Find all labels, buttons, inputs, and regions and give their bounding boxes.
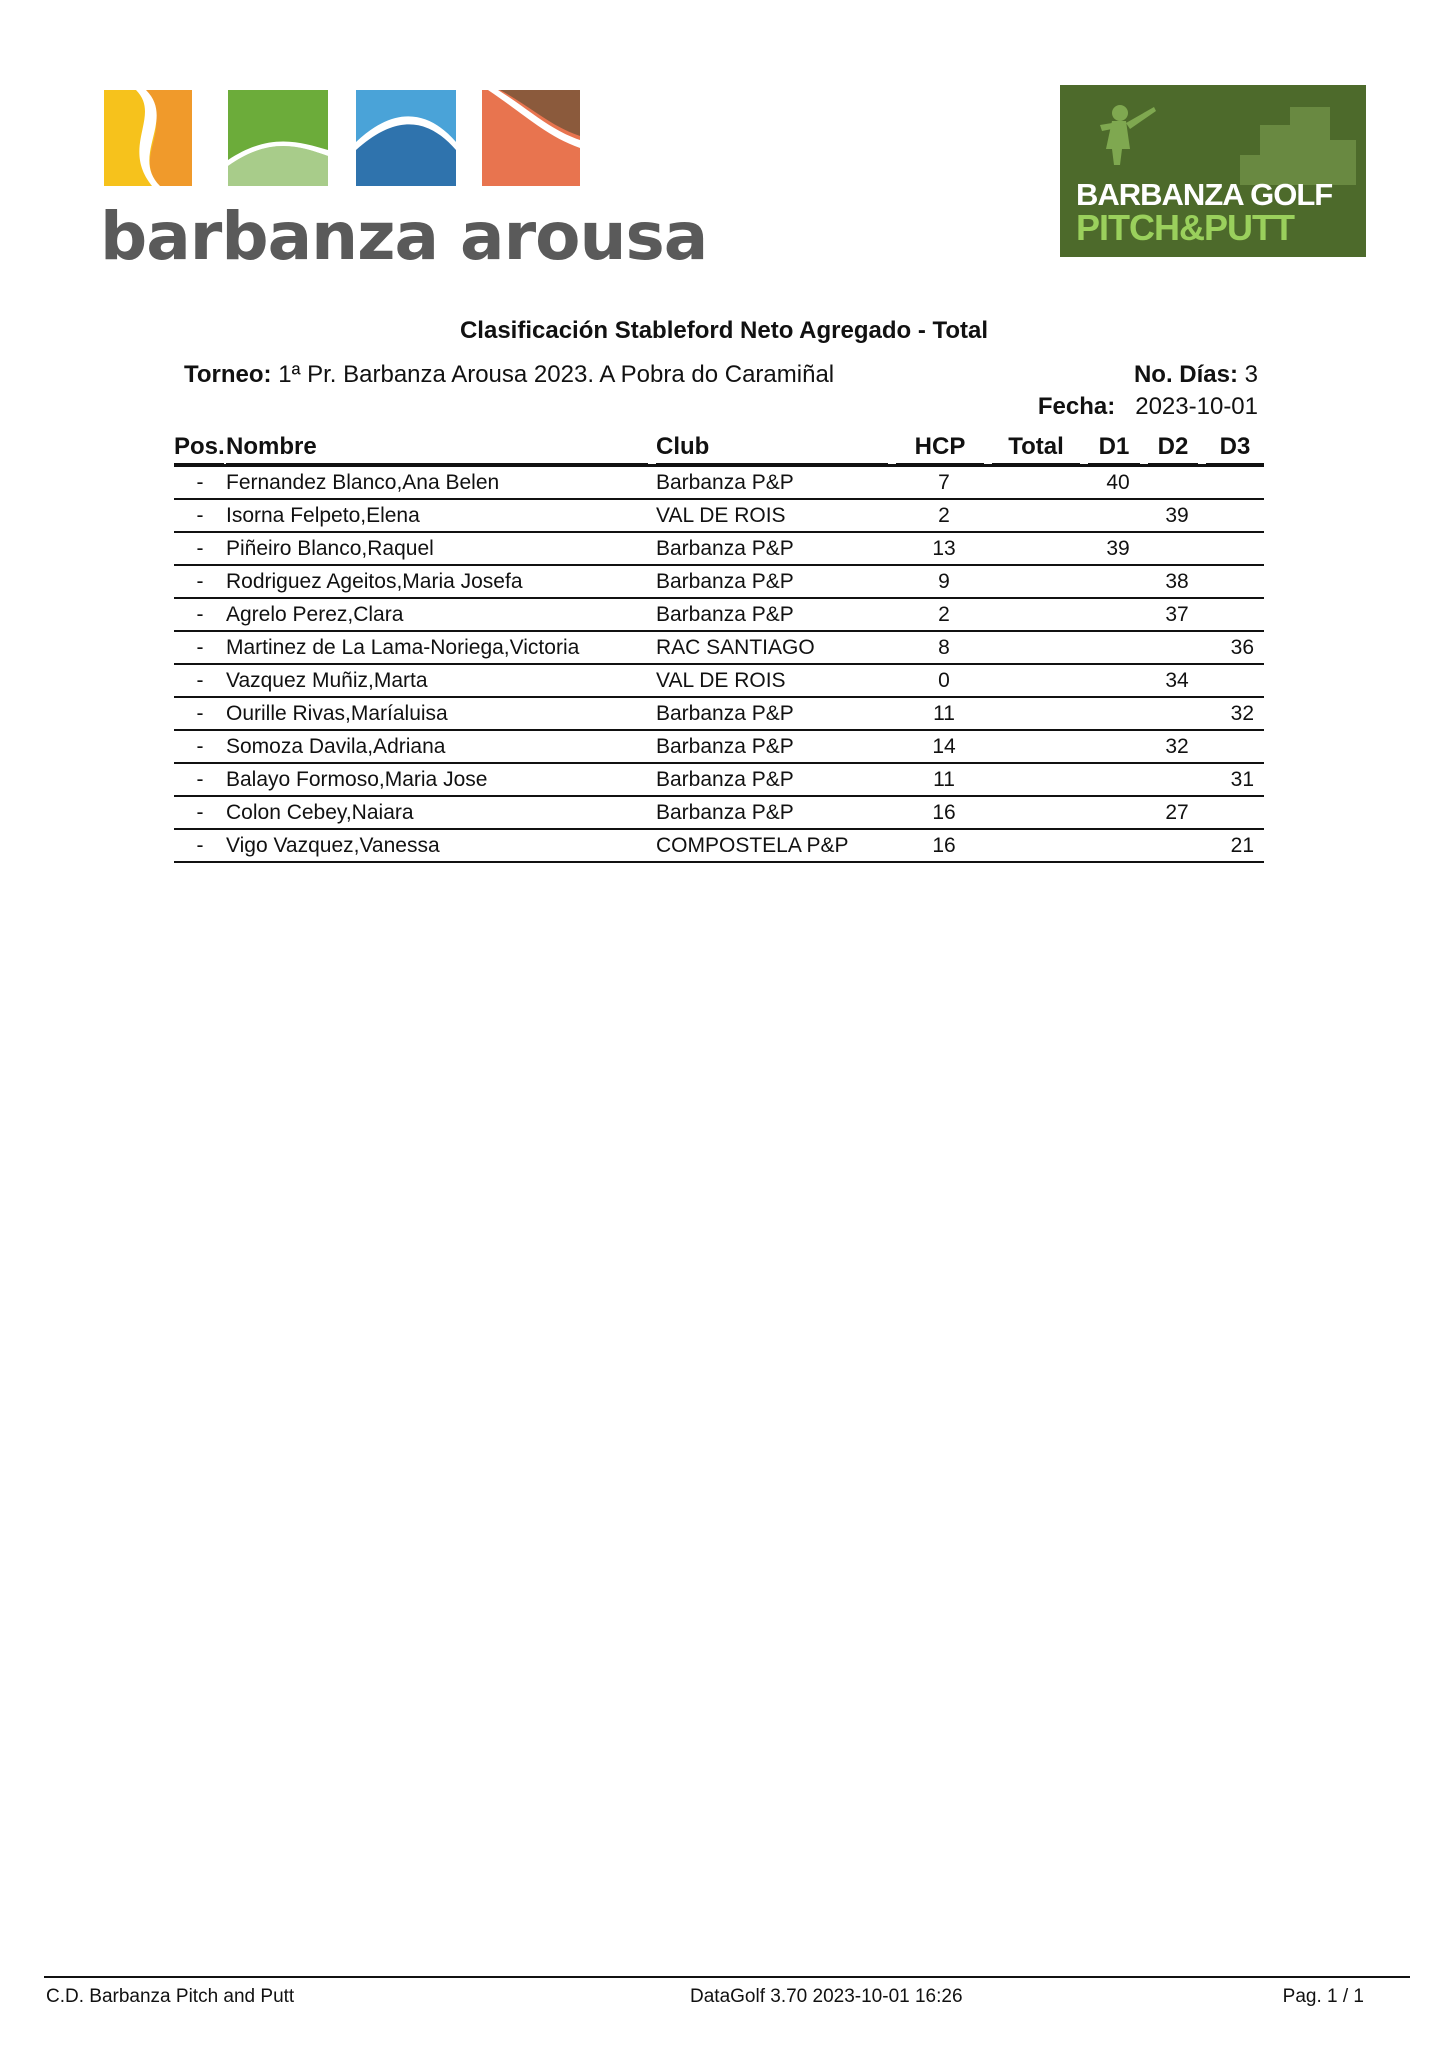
row-d2: 32 — [1148, 730, 1206, 763]
tournament-label: Torneo: — [184, 361, 272, 388]
row-nombre: Vazquez Muñiz,Marta — [226, 664, 656, 697]
row-d2 — [1148, 763, 1206, 796]
days-value: 3 — [1244, 361, 1258, 388]
row-d1 — [1088, 763, 1148, 796]
row-pos: - — [174, 598, 226, 631]
footer-club: C.D. Barbanza Pitch and Putt — [46, 1986, 295, 2007]
table-row — [174, 697, 1264, 730]
row-club: VAL DE ROIS — [656, 499, 896, 532]
row-total — [992, 631, 1088, 664]
row-nombre: Vigo Vazquez,Vanessa — [226, 829, 656, 862]
row-pos: - — [174, 697, 226, 730]
logo-text: barbanza arousa — [100, 198, 708, 275]
row-d2: 37 — [1148, 598, 1206, 631]
row-total — [992, 796, 1088, 829]
header-total: Total — [992, 432, 1088, 466]
row-total — [992, 565, 1088, 598]
row-club: Barbanza P&P — [656, 697, 896, 730]
days-label: No. Días: — [1133, 361, 1238, 388]
footer-divider — [44, 1976, 1410, 1978]
header-d2: D2 — [1148, 432, 1206, 466]
row-total — [992, 532, 1088, 565]
row-club: Barbanza P&P — [656, 598, 896, 631]
results-table — [174, 432, 1264, 863]
row-total — [992, 466, 1088, 500]
row-nombre: Agrelo Perez,Clara — [226, 598, 656, 631]
row-d3 — [1206, 796, 1264, 829]
header-club: Club — [656, 432, 896, 466]
row-pos: - — [174, 499, 226, 532]
row-hcp: 16 — [896, 829, 992, 862]
table-row — [174, 763, 1264, 796]
barbanza-golf-logo — [1060, 85, 1366, 257]
row-nombre: Somoza Davila,Adriana — [226, 730, 656, 763]
row-d1 — [1088, 697, 1148, 730]
row-pos: - — [174, 466, 226, 500]
row-d1 — [1088, 565, 1148, 598]
row-club: Barbanza P&P — [656, 730, 896, 763]
row-d2: 39 — [1148, 499, 1206, 532]
barbanza-arousa-logo-mark — [100, 86, 580, 191]
date-info — [1038, 393, 1258, 421]
row-pos: - — [174, 532, 226, 565]
table-row — [174, 499, 1264, 532]
row-d2: 38 — [1148, 565, 1206, 598]
row-total — [992, 499, 1088, 532]
row-d1 — [1088, 730, 1148, 763]
row-club: VAL DE ROIS — [656, 664, 896, 697]
header-nombre: Nombre — [226, 432, 656, 466]
row-club: Barbanza P&P — [656, 796, 896, 829]
row-pos: - — [174, 664, 226, 697]
row-hcp: 13 — [896, 532, 992, 565]
table-row — [174, 730, 1264, 763]
row-d2: 34 — [1148, 664, 1206, 697]
table-row — [174, 532, 1264, 565]
row-d1 — [1088, 796, 1148, 829]
golf-logo-line1: BARBANZA GOLF — [1076, 177, 1333, 212]
header-hcp: HCP — [896, 432, 992, 466]
row-nombre: Piñeiro Blanco,Raquel — [226, 532, 656, 565]
row-pos: - — [174, 631, 226, 664]
row-d3 — [1206, 466, 1264, 500]
tournament-value: 1ª Pr. Barbanza Arousa 2023. A Pobra do Caramiñal — [278, 361, 835, 388]
page-title: Clasificación Stableford Neto Agregado - Total — [459, 317, 989, 344]
row-club: RAC SANTIAGO — [656, 631, 896, 664]
row-pos: - — [174, 763, 226, 796]
table-row — [174, 664, 1264, 697]
row-d1 — [1088, 829, 1148, 862]
row-d3 — [1206, 664, 1264, 697]
row-nombre: Ourille Rivas,Maríaluisa — [226, 697, 656, 730]
table-header-row — [174, 432, 1264, 466]
row-hcp: 9 — [896, 565, 992, 598]
table-row — [174, 829, 1264, 862]
row-d2 — [1148, 697, 1206, 730]
row-hcp: 2 — [896, 598, 992, 631]
row-total — [992, 664, 1088, 697]
row-d3: 31 — [1206, 763, 1264, 796]
header-d3: D3 — [1206, 432, 1264, 466]
row-d3 — [1206, 499, 1264, 532]
row-club: Barbanza P&P — [656, 565, 896, 598]
row-hcp: 0 — [896, 664, 992, 697]
row-d3 — [1206, 532, 1264, 565]
row-total — [992, 730, 1088, 763]
tournament-info — [184, 361, 834, 389]
row-total — [992, 598, 1088, 631]
row-hcp: 7 — [896, 466, 992, 500]
row-club: COMPOSTELA P&P — [656, 829, 896, 862]
row-hcp: 8 — [896, 631, 992, 664]
row-hcp: 14 — [896, 730, 992, 763]
row-club: Barbanza P&P — [656, 763, 896, 796]
row-d3: 36 — [1206, 631, 1264, 664]
row-d1 — [1088, 631, 1148, 664]
row-nombre: Rodriguez Ageitos,Maria Josefa — [226, 565, 656, 598]
row-nombre: Isorna Felpeto,Elena — [226, 499, 656, 532]
row-d3 — [1206, 598, 1264, 631]
days-info — [1134, 361, 1258, 389]
header-d1: D1 — [1088, 432, 1148, 466]
row-nombre: Balayo Formoso,Maria Jose — [226, 763, 656, 796]
row-d1 — [1088, 499, 1148, 532]
row-d3 — [1206, 730, 1264, 763]
barbanza-arousa-logo — [100, 86, 708, 275]
date-value: 2023-10-01 — [1135, 393, 1258, 420]
row-hcp: 11 — [896, 763, 992, 796]
row-d2: 27 — [1148, 796, 1206, 829]
row-hcp: 2 — [896, 499, 992, 532]
row-hcp: 11 — [896, 697, 992, 730]
row-total — [992, 697, 1088, 730]
golf-logo-line2: PITCH&PUTT — [1076, 207, 1294, 248]
row-pos: - — [174, 829, 226, 862]
row-pos: - — [174, 796, 226, 829]
row-d1: 40 — [1088, 466, 1148, 500]
row-d1 — [1088, 664, 1148, 697]
row-d3: 21 — [1206, 829, 1264, 862]
table-row — [174, 565, 1264, 598]
header-pos: Pos. — [174, 432, 226, 466]
row-pos: - — [174, 565, 226, 598]
row-nombre: Martinez de La Lama-Noriega,Victoria — [226, 631, 656, 664]
row-d1: 39 — [1088, 532, 1148, 565]
table-row — [174, 598, 1264, 631]
row-d1 — [1088, 598, 1148, 631]
footer-page-number: Pag. 1 / 1 — [1282, 1986, 1364, 2007]
row-d2 — [1148, 466, 1206, 500]
footer-software: DataGolf 3.70 2023-10-01 16:26 — [690, 1986, 963, 2007]
row-club: Barbanza P&P — [656, 532, 896, 565]
row-d3 — [1206, 565, 1264, 598]
row-total — [992, 829, 1088, 862]
table-row — [174, 466, 1264, 500]
row-nombre: Fernandez Blanco,Ana Belen — [226, 466, 656, 500]
row-total — [992, 763, 1088, 796]
row-d2 — [1148, 829, 1206, 862]
row-d2 — [1148, 532, 1206, 565]
table-row — [174, 631, 1264, 664]
table-row — [174, 796, 1264, 829]
row-d3: 32 — [1206, 697, 1264, 730]
date-label: Fecha: — [1037, 393, 1116, 420]
row-club: Barbanza P&P — [656, 466, 896, 500]
row-nombre: Colon Cebey,Naiara — [226, 796, 656, 829]
row-hcp: 16 — [896, 796, 992, 829]
row-pos: - — [174, 730, 226, 763]
row-d2 — [1148, 631, 1206, 664]
